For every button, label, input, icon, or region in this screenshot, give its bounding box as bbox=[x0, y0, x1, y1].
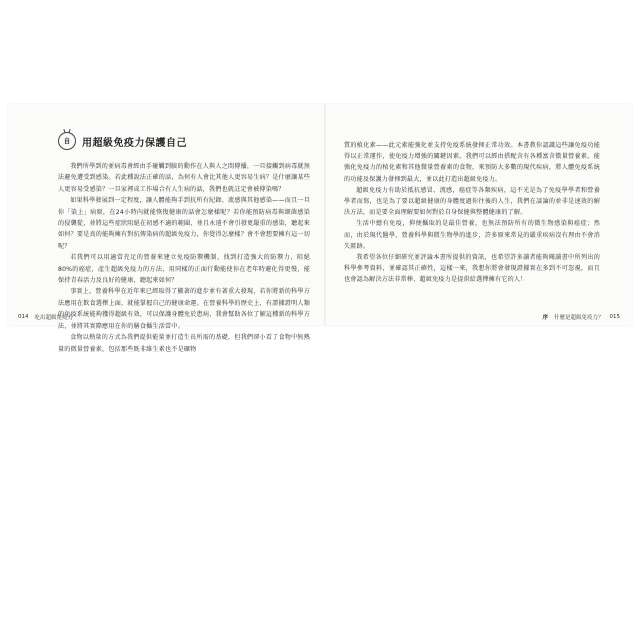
page-number: 015 bbox=[609, 314, 620, 320]
chapter-label: 序 bbox=[542, 315, 548, 321]
right-page bbox=[344, 140, 600, 286]
paragraph: 我們所學到的並病毒會經由手碰觸到臉的動作在人與人之間傳播，一旦接觸到病毒就無法避免遭受到感染。若此種說法正確的話，為何有人會比其他人更容易生病？是什麼讓某些人更容易受感染？一旦家裡或工作場合有人生病的話，我們也就註定會被傳染嗎？ bbox=[58, 163, 310, 193]
paragraph: 生活中總有免疫，抑便攝取的是最佳營養，也無法預防所有的微生物感染與癌症；然而，由於現代醫學，營養科學與微生物學的進步，許多原來常見的嚴重疾病沒有理由不會消失匿跡。 bbox=[344, 220, 600, 250]
right-page-footer bbox=[542, 313, 620, 321]
book-gutter bbox=[324, 104, 326, 326]
paragraph: 如果科學發展到一定程度，讓人體能夠手到抗所有紀錄、流感與其他感染——而且一旦你「染上」病原，在24小時內就能恢復健康的話會怎麼樣呢？若你能預防病毒與細菌感染的侵襲從，並將這些症狀阻絕在初感不適的範圍，並且永遠不會引發更嚴重的感染，聽起來如何？要是真的能夠擁有對抗傳染病的超級免疫力，你覺得怎麼樣？會不會想要擁有這一切呢？ bbox=[58, 197, 310, 250]
section-title: 什麼是超級免疫力？ bbox=[553, 315, 604, 321]
book-spread bbox=[8, 104, 632, 353]
chapter-badge-icon: 自 bbox=[58, 132, 76, 150]
page-number: 014 bbox=[18, 314, 29, 320]
paragraph: 事實上，營養科學在近年來已經取得了顯著的進步並有著重大發現，若你將新的科學方法應用在飲食選擇上面，就能掌握自己的健康命運。在營養科學的歷史上，有證據證明人類的免疫系統能夠獲得超級有效，可以保護身體免於患病，我會幫助各位了解這種新的科學方法，並將其實際應用在你的膳食攝生活當中。 bbox=[58, 288, 310, 330]
paragraph: 若我們可以用適當充足的營養來建立免疫防禦機制，找到打造強大的防禦力，阻絕80%的癌症，產生超級免疫力的方法，用同樣的正面行動能使你在老年時避化得更慢，能保持青春活力及良好的健康，聽起來如何？ bbox=[58, 254, 310, 285]
paragraph: 我希望各位仔細研究並評論本書所提供的資訊，也希望許多讀者能夠閱讀書中所列出的科學參考資料，並確認其正確性，這樣一來，我想你將會發現證據實在多到不可忽視，而且也會認為解決方法非常棒，超級免疫力是提供給選擇擁有它的人！ bbox=[344, 254, 600, 284]
chapter-title: 用超級免疫力保護自己 bbox=[82, 137, 187, 149]
paragraph: 食物以熱量的方式為我們提供能量並打造生長所需的基礎，但我們卻小看了食物中無熱量的微量營養素，包括那些既非維生素也不是礦物 bbox=[58, 334, 310, 353]
paragraph: 超級免疫力有助於抵抗感冒、流感，癌症等各類疾病，這不光是為了免疫學學者和營養學者而寫，也是為了要以超級健康的身體度過你往後的人生，我們在談論的並非是速效的解決方法，而是要全面理解要如何對於自身保健與整體健康的了解。 bbox=[344, 186, 600, 217]
book-title: 吃出超級免疫力 bbox=[34, 315, 74, 321]
paragraph: 質的植化素——此元素能強化並支持免疫系統發揮正常功效。本書教你認識這些讓免疫功能得以正常運作，使免疫力增強的關鍵因素。我們可以經由搭配含有各種富含微量營養素、能強化免疫力的植化素和其他微量營養素的食物，來預防大多數的現代疾病，將人體免疫系統的功能及保護力發揮到最大，並以此打造出超級免疫力。 bbox=[344, 142, 600, 183]
chapter-heading bbox=[58, 132, 310, 150]
left-page bbox=[58, 132, 310, 355]
left-page-footer bbox=[18, 313, 73, 321]
